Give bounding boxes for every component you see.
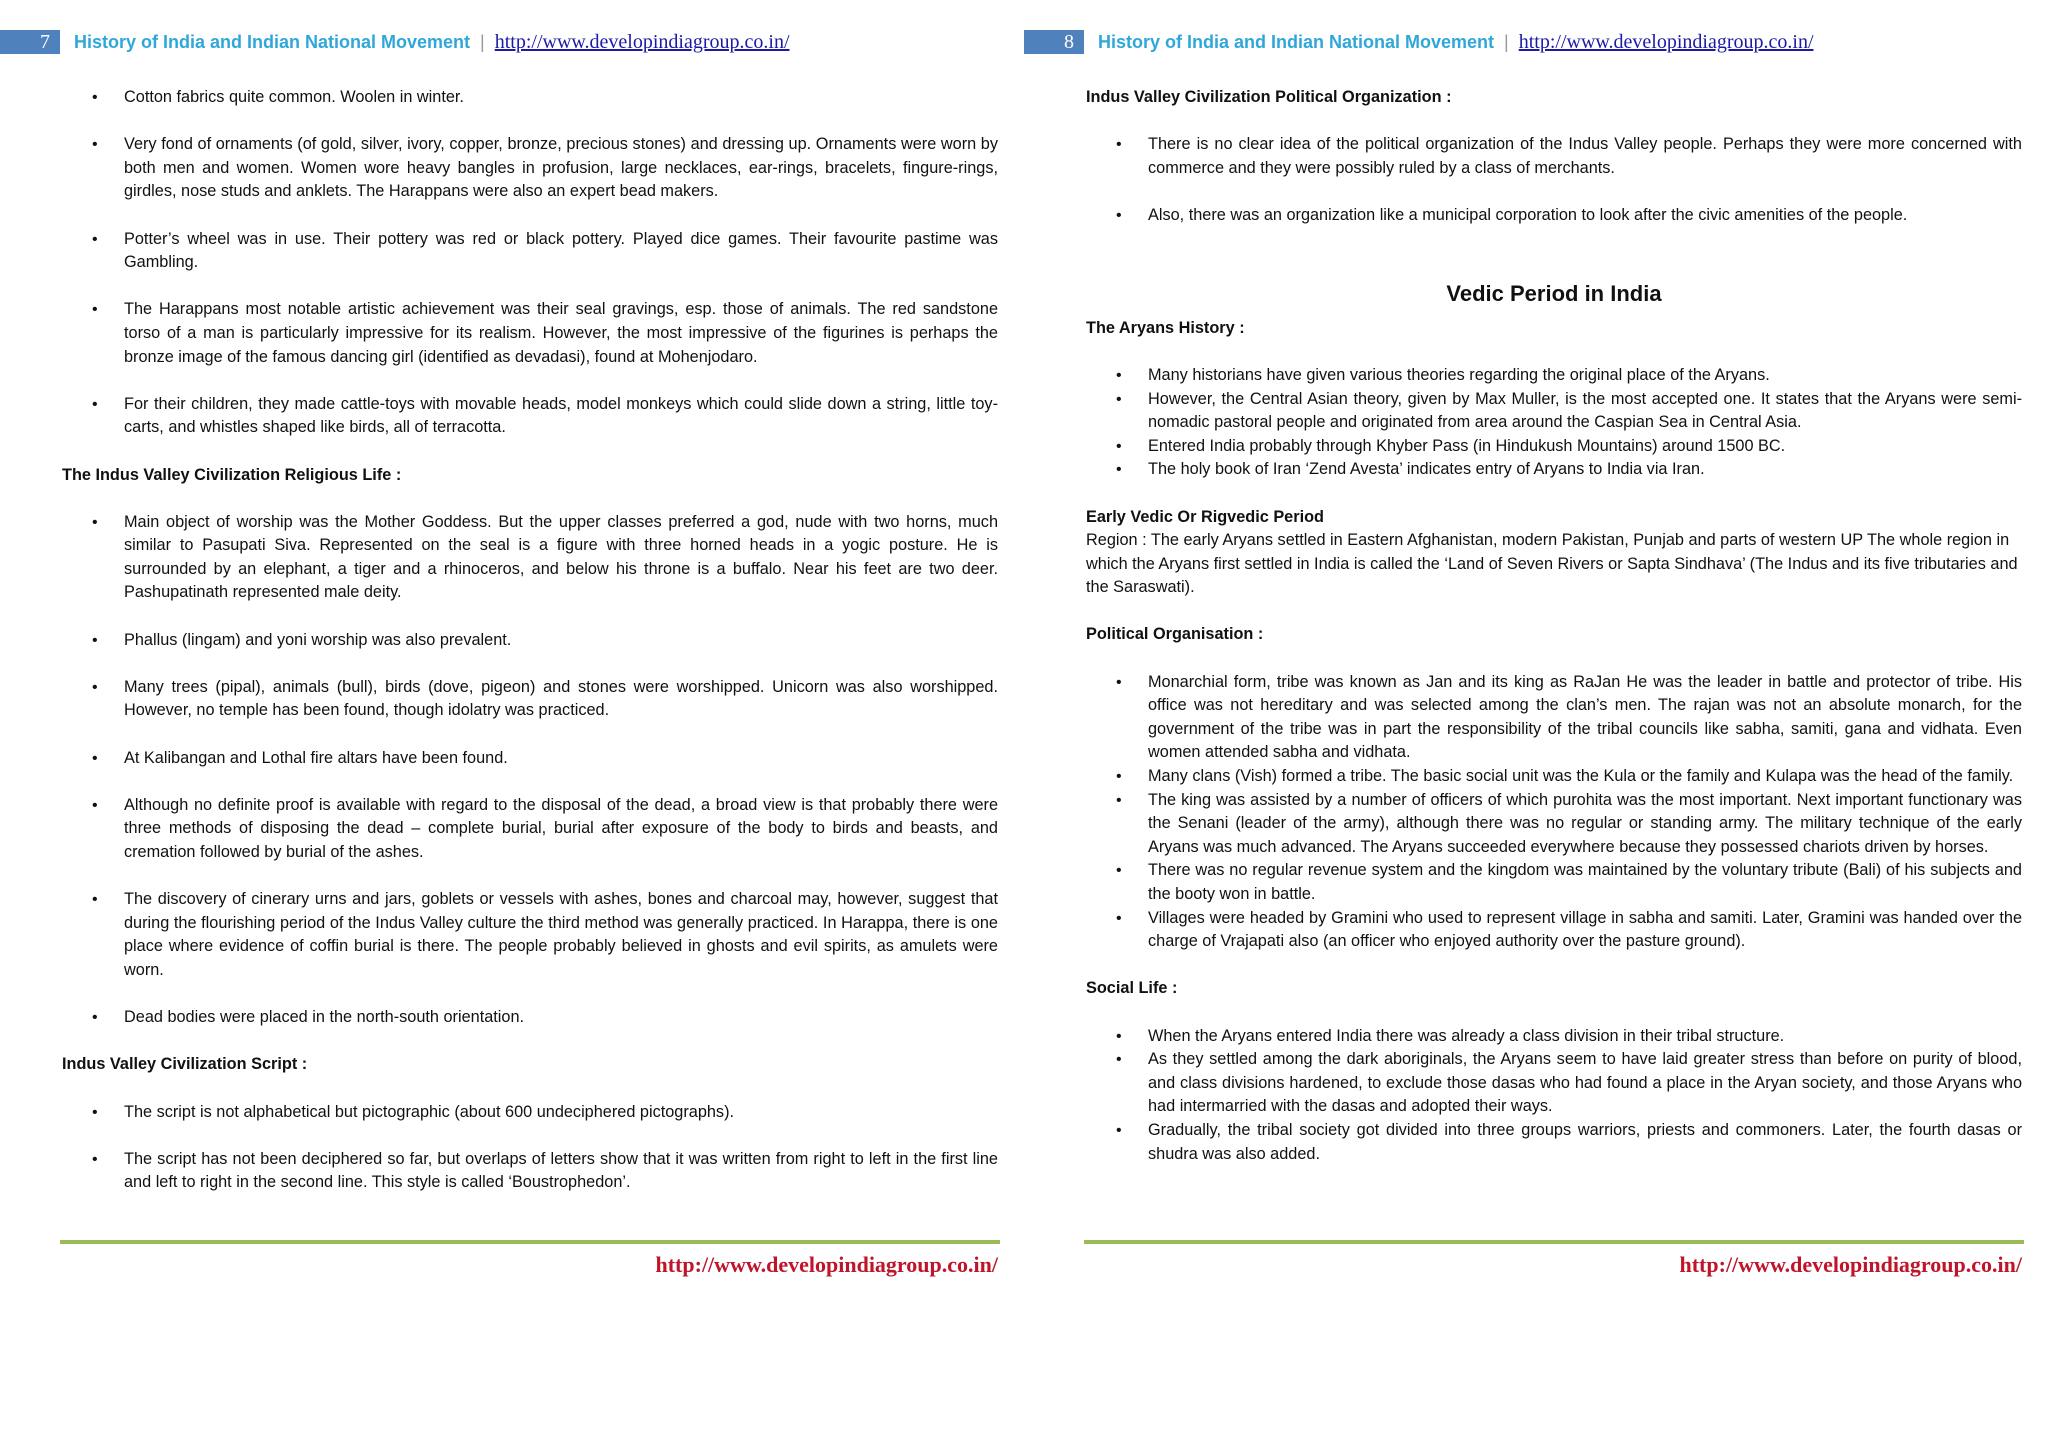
- page-number: 8: [1024, 30, 1084, 54]
- list-item: • Gradually, the tribal society got divided into three groups warriors, priests and commoners. Later, the fourth dasas or shudra was also added.: [1086, 1119, 2022, 1166]
- page-header: [1024, 28, 1814, 56]
- footer-rule: [1084, 1240, 2024, 1244]
- list-item: • Many trees (pipal), animals (bull), birds (dove, pigeon) and stones were worshipped. Unicorn was also worshipped. However, no temple has been found, though idolatry was practiced.: [62, 676, 998, 723]
- list-item: • The Harappans most notable artistic achievement was their seal gravings, esp. those of animals. The red sandstone torso of a man is particularly impressive for its realism. However, the most impressive of the figurines is perhaps the bronze image of the famous dancing girl (identified as devadasi), found at Mohenjodaro.: [62, 298, 998, 369]
- culture-list: [62, 86, 998, 440]
- page-header: [0, 28, 790, 56]
- aryans-list: [1086, 364, 2022, 482]
- footer-link[interactable]: http://www.developindiagroup.co.in/: [1679, 1252, 2022, 1277]
- political-organisation-list: [1086, 671, 2022, 954]
- list-item: • Many clans (Vish) formed a tribe. The basic social unit was the Kula or the family and Kulapa was the head of the family.: [1086, 765, 2022, 789]
- list-item: • The discovery of cinerary urns and jars, goblets or vessels with ashes, bones and charcoal may, however, suggest that during the flourishing period of the Indus Valley culture the third method was generally practiced. In Harappa, there is one place where evidence of coffin burial is there. The people probably believed in ghosts and evil spirits, as amulets were worn.: [62, 888, 998, 982]
- list-item: • Potter’s wheel was in use. Their pottery was red or black pottery. Played dice games. Their favourite pastime was Gambling.: [62, 228, 998, 275]
- list-item: • Villages were headed by Gramini who used to represent village in sabha and samiti. Later, Gramini was handed over the charge of Vrajapati also (an officer who enjoyed authority over the pasture ground).: [1086, 907, 2022, 954]
- list-item: • Many historians have given various theories regarding the original place of the Aryans.: [1086, 364, 2022, 388]
- section-heading: The Indus Valley Civilization Religious Life :: [62, 465, 402, 484]
- list-item: • As they settled among the dark aboriginals, the Aryans seem to have laid greater stress than before on purity of blood, and class divisions hardened, to exclude those dasas who had found a place in the Aryan society, and those Aryans who had intermarried with the dasas and adopted their ways.: [1086, 1048, 2022, 1119]
- page-content: [62, 86, 998, 1195]
- list-item: • The script has not been deciphered so far, but overlaps of letters show that it was written from right to left in the first line and left to right in the second line. This style is called ‘Boustrophedon’.: [62, 1148, 998, 1195]
- header-link[interactable]: http://www.developindiagroup.co.in/: [494, 30, 790, 53]
- list-item: • There is no clear idea of the political organization of the Indus Valley people. Perhaps they were more concerned with commerce and they were possibly ruled by a class of merchants.: [1086, 133, 2022, 180]
- political-list: [1086, 133, 2022, 227]
- header-separator: |: [480, 31, 485, 52]
- right-page: [1024, 0, 2048, 1447]
- list-item: • The holy book of Iran ‘Zend Avesta’ indicates entry of Aryans to India via Iran.: [1086, 458, 2022, 482]
- section-heading: Indus Valley Civilization Political Organization :: [1086, 88, 1452, 106]
- list-item: • Also, there was an organization like a municipal corporation to look after the civic amenities of the people.: [1086, 204, 2022, 228]
- chapter-title: Vedic Period in India: [1446, 280, 1662, 306]
- social-list: [1086, 1025, 2022, 1167]
- list-item: • Although no definite proof is available with regard to the disposal of the dead, a broad view is that probably there were three methods of disposing the dead – complete burial, burial after exposure of the body to birds and beasts, and cremation followed by burial of the ashes.: [62, 794, 998, 865]
- list-item: • Dead bodies were placed in the north-south orientation.: [62, 1006, 998, 1030]
- list-item: • Entered India probably through Khyber Pass (in Hindukush Mountains) around 1500 BC.: [1086, 435, 2022, 459]
- list-item: • Cotton fabrics quite common. Woolen in winter.: [62, 86, 998, 110]
- list-item: • There was no regular revenue system and the kingdom was maintained by the voluntary tribute (Bali) of his subjects and the booty won in battle.: [1086, 859, 2022, 906]
- footer-rule: [60, 1240, 1000, 1244]
- list-item: • When the Aryans entered India there was already a class division in their tribal structure.: [1086, 1025, 2022, 1049]
- page-content: [1086, 86, 2022, 1166]
- footer-link[interactable]: http://www.developindiagroup.co.in/: [655, 1252, 998, 1277]
- list-item: • For their children, they made cattle-toys with movable heads, model monkeys which could slide down a string, little toy-carts, and whistles shaped like birds, all of terracotta.: [62, 393, 998, 440]
- list-item: • Very fond of ornaments (of gold, silver, ivory, copper, bronze, precious stones) and dressing up. Ornaments were worn by both men and women. Women wore heavy bangles in profusion, large necklaces, ear-rings, bracelets, fingure-rings, girdles, nose studs and anklets. The Harappans were also an expert bead makers.: [62, 133, 998, 204]
- list-item: • Main object of worship was the Mother Goddess. But the upper classes preferred a god, nude with two horns, much similar to Pasupati Siva. Represented on the seal is a figure with three horned heads in a yogic posture. He is surrounded by an elephant, a tiger and a rhinoceros, and below his throne is a buffalo. Near his feet are two deer. Pashupatinath represented male deity.: [62, 511, 998, 605]
- section-heading: Early Vedic Or Rigvedic Period: [1086, 507, 1324, 526]
- section-heading: Social Life :: [1086, 979, 1178, 998]
- section-heading: The Aryans History :: [1086, 318, 1245, 337]
- header-title: History of India and Indian National Movement: [1098, 31, 1495, 52]
- list-item: • Monarchial form, tribe was known as Jan and its king as RaJan He was the leader in battle and protector of tribe. His office was not hereditary and was selected among the clan’s men. The rajan was not an absolute monarch, for the government of the tribe was in part the responsibility of the tribal councils like sabha, samiti, gana and vidhata. Even women attended sabha and vidhata.: [1086, 671, 2022, 765]
- section-heading: Political Organisation :: [1086, 625, 1264, 644]
- script-list: [62, 1101, 998, 1195]
- religious-list: [62, 511, 998, 1030]
- header-link[interactable]: http://www.developindiagroup.co.in/: [1518, 30, 1814, 53]
- list-item: • The king was assisted by a number of officers of which purohita was the most important. Next important functionary was the Senani (leader of the army), although there was no regular or standing army. The military technique of the early Aryans was much advanced. The Aryans succeeded everywhere because they possessed chariots driven by horses.: [1086, 789, 2022, 860]
- page-number: 7: [0, 30, 60, 54]
- section-heading: Indus Valley Civilization Script :: [62, 1055, 308, 1074]
- list-item: • Phallus (lingam) and yoni worship was also prevalent.: [62, 629, 998, 653]
- list-item: • The script is not alphabetical but pictographic (about 600 undeciphered pictographs).: [62, 1101, 998, 1125]
- list-item: • At Kalibangan and Lothal fire altars have been found.: [62, 747, 998, 771]
- region-paragraph: Region : The early Aryans settled in Eastern Afghanistan, modern Pakistan, Punjab and parts of western UP The whole region in which the Aryans first settled in India is called the ‘Land of Seven Rivers or Sapta Sindhava’ (The Indus and its five tributaries and the Saraswati).: [1086, 531, 2018, 597]
- header-title: History of India and Indian National Movement: [74, 31, 471, 52]
- list-item: • However, the Central Asian theory, given by Max Muller, is the most accepted one. It states that the Aryans were semi-nomadic pastoral people and originated from area around the Caspian Sea in Central Asia.: [1086, 388, 2022, 435]
- header-separator: |: [1504, 31, 1509, 52]
